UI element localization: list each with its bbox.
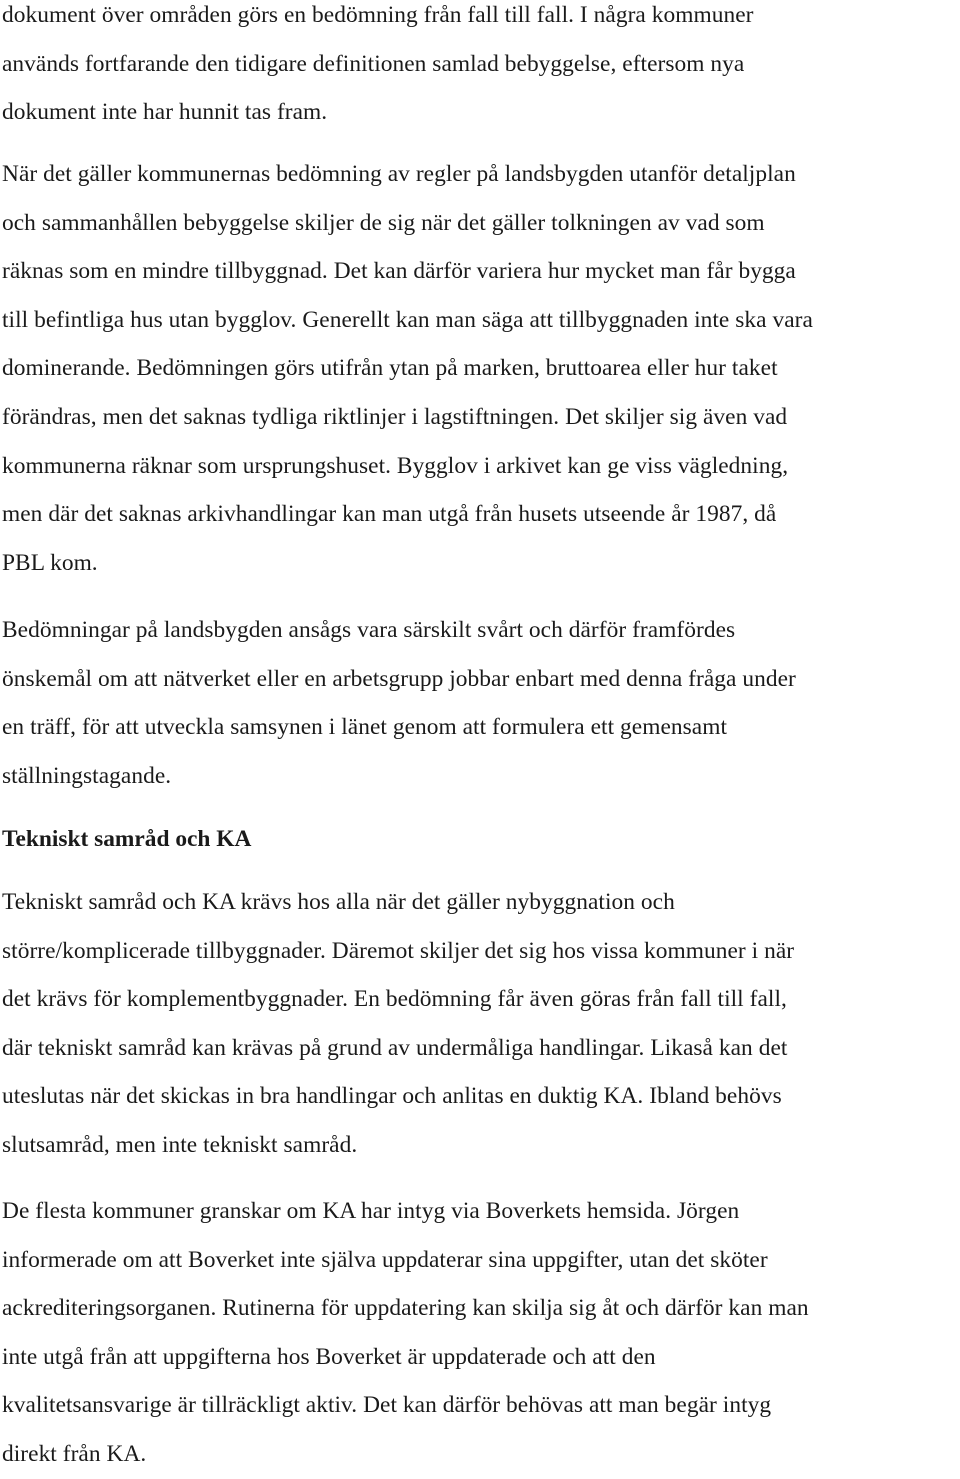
paragraph-5-line-3: ackrediteringsorganen. Rutinerna för uppdatering kan skilja sig åt och därför kan man — [2, 1295, 809, 1322]
paragraph-5-line-2: informerade om att Boverket inte själva uppdaterar sina uppgifter, utan det sköter — [2, 1246, 768, 1273]
paragraph-5-line-5: kvalitetsansvarige är tillräckligt aktiv. Det kan därför behövas att man begär intyg — [2, 1392, 772, 1419]
paragraph-2-line-9: PBL kom. — [2, 549, 98, 576]
paragraph-2-line-3: räknas som en mindre tillbyggnad. Det kan därför variera hur mycket man får bygga — [2, 258, 796, 285]
paragraph-2-line-1: När det gäller kommunernas bedömning av regler på landsbygden utanför detaljplan — [2, 161, 796, 187]
paragraph-4-line-4: där tekniskt samråd kan krävas på grund av undermåliga handlingar. Likaså kan det — [2, 1034, 788, 1061]
paragraph-2-line-8: men där det saknas arkivhandlingar kan man utgå från husets utseende år 1987, då — [2, 501, 777, 528]
paragraph-1 — [2, 0, 753, 137]
paragraph-5-line-4: inte utgå från att uppgifterna hos Boverket är uppdaterade och att den — [2, 1343, 656, 1370]
paragraph-1-line-2: används fortfarande den tidigare definitionen samlad bebyggelse, eftersom nya — [2, 50, 745, 77]
paragraph-1-line-1: dokument över områden görs en bedömning från fall till fall. I några kommuner — [2, 2, 754, 28]
paragraph-2-line-4: till befintliga hus utan bygglov. Generellt kan man säga att tillbyggnaden inte ska vara — [2, 306, 813, 333]
paragraph-4 — [2, 878, 794, 1170]
paragraph-3 — [2, 606, 796, 800]
paragraph-2-line-2: och sammanhållen bebyggelse skiljer de sig när det gäller tolkningen av vad som — [2, 209, 765, 236]
section-heading: Tekniskt samråd och KA — [2, 826, 252, 852]
paragraph-1-line-3: dokument inte har hunnit tas fram. — [2, 99, 328, 126]
paragraph-4-line-5: uteslutas när det skickas in bra handlingar och anlitas en duktig KA. Ibland behövs — [2, 1083, 782, 1110]
paragraph-2-line-7: kommunerna räknar som ursprungshuset. Bygglov i arkivet kan ge viss vägledning, — [2, 452, 789, 479]
paragraph-3-line-4: ställningstagande. — [2, 762, 172, 789]
paragraph-5 — [2, 1187, 809, 1479]
paragraph-2-line-5: dominerande. Bedömningen görs utifrån ytan på marken, bruttoarea eller hur taket — [2, 355, 778, 382]
paragraph-4-line-3: det krävs för komplementbyggnader. En bedömning får även göras från fall till fall, — [2, 986, 787, 1013]
paragraph-4-line-2: större/komplicerade tillbyggnader. Däremot skiljer det sig hos vissa kommuner i när — [2, 937, 795, 964]
paragraph-2-line-6: förändras, men det saknas tydliga riktlinjer i lagstiftningen. Det skiljer sig även vad — [2, 403, 788, 430]
paragraph-4-line-1: Tekniskt samråd och KA krävs hos alla när det gäller nybyggnation och — [2, 889, 675, 915]
paragraph-3-line-2: önskemål om att nätverket eller en arbetsgrupp jobbar enbart med denna fråga under — [2, 665, 796, 692]
paragraph-5-line-6: direkt från KA. — [2, 1440, 147, 1467]
paragraph-3-line-3: en träff, för att utveckla samsynen i länet genom att formulera ett gemensamt — [2, 714, 728, 741]
paragraph-3-line-1: Bedömningar på landsbygden ansågs vara särskilt svårt och därför framfördes — [2, 617, 736, 643]
paragraph-5-line-1: De flesta kommuner granskar om KA har intyg via Boverkets hemsida. Jörgen — [2, 1198, 740, 1224]
paragraph-2 — [2, 150, 813, 587]
paragraph-4-line-6: slutsamråd, men inte tekniskt samråd. — [2, 1131, 358, 1158]
